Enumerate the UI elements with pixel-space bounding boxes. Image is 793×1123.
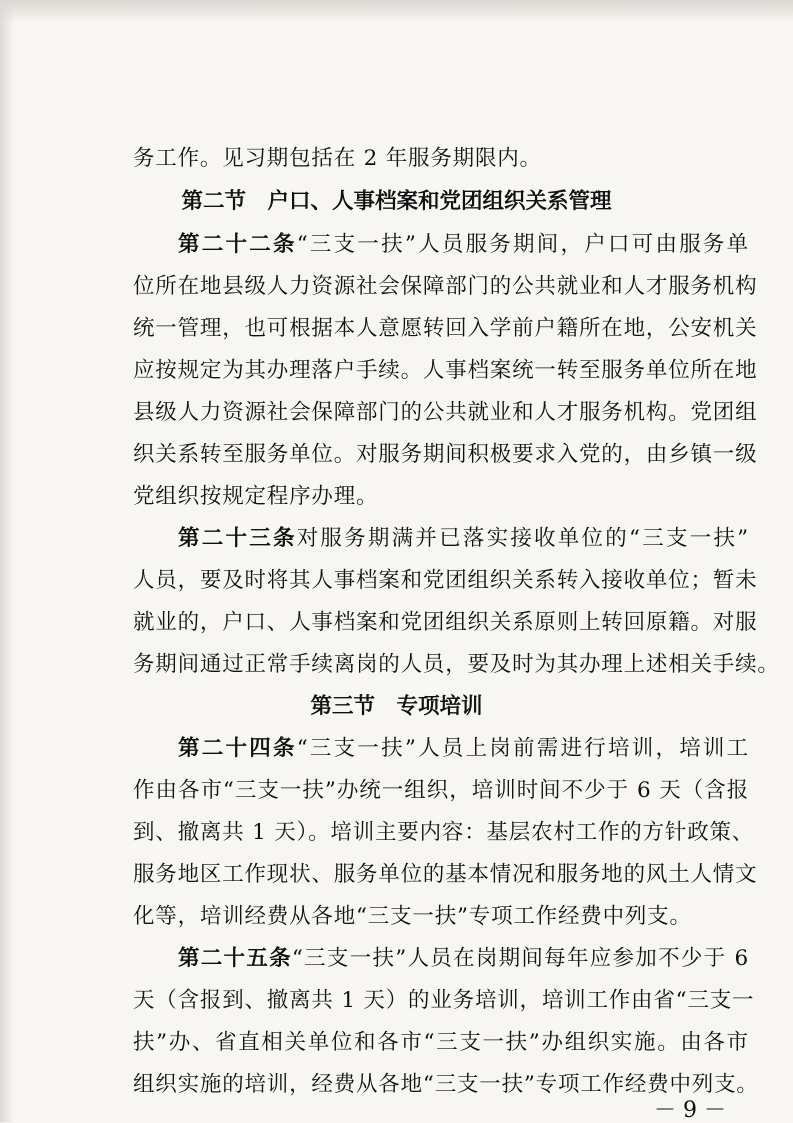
section-3-heading: 第三节 专项培训 bbox=[310, 694, 483, 719]
article-25-line: 组织实施的培训，经费从各地“三支一扶”专项工作经费中列支。 bbox=[133, 1072, 759, 1097]
article-22-line: 党组织按规定程序办理。 bbox=[133, 484, 379, 509]
article-24-text: “三支一扶”人员上岗前需进行培训，培训工 bbox=[296, 736, 749, 761]
article-22-line: 统一管理，也可根据本人意愿转回入学前户籍所在地，公安机关 bbox=[133, 316, 758, 341]
article-22-first-line bbox=[178, 234, 749, 256]
article-25-line: 扶”办、省直相关单位和各市“三支一扶”办组织实施。由各市 bbox=[133, 1030, 749, 1055]
article-25-text: “三支一扶”人员在岗期间每年应参加不少于 6 bbox=[291, 946, 749, 971]
article-23-line: 务期间通过正常手续离岗的人员，要及时为其办理上述相关手续。 bbox=[133, 652, 780, 677]
article-24-line: 作由各市“三支一扶”办统一组织，培训时间不少于 6 天（含报 bbox=[133, 778, 749, 803]
article-22-line: 织关系转至服务单位。对服务期间积极要求入党的，由乡镇一级 bbox=[133, 442, 758, 467]
article-23-line: 人员，要及时将其人事档案和党团组织关系转入接收单位；暂未 bbox=[133, 568, 758, 593]
article-25-label: 第二十五条 bbox=[178, 946, 292, 971]
article-24-line: 服务地区工作现状、服务单位的基本情况和服务地的风土人情文 bbox=[133, 862, 758, 887]
article-23-line: 就业的，户口、人事档案和党团组织关系原则上转回原籍。对服 bbox=[133, 610, 758, 635]
article-23-text: 对服务期满并已落实接收单位的“三支一扶” bbox=[296, 526, 749, 551]
article-24-label: 第二十四条 bbox=[178, 736, 297, 761]
article-22-line: 县级人力资源社会保障部门的公共就业和人才服务机构。党团组 bbox=[133, 400, 758, 425]
continuation-text: 务工作。见习期包括在 2 年服务期限内。 bbox=[133, 146, 542, 171]
article-23-label: 第二十三条 bbox=[178, 526, 297, 551]
article-22-line: 应按规定为其办理落户手续。人事档案统一转至服务单位所在地 bbox=[133, 358, 758, 383]
article-22-line: 位所在地县级人力资源社会保障部门的公共就业和人才服务机构 bbox=[133, 274, 758, 299]
article-22-label: 第二十二条 bbox=[178, 232, 297, 257]
article-25-first-line bbox=[178, 948, 749, 970]
section-2-heading: 第二节 户口、人事档案和党团组织关系管理 bbox=[181, 189, 612, 214]
article-25-line: 天（含报到、撤离共 1 天）的业务培训，培训工作由省“三支一 bbox=[133, 988, 755, 1013]
article-24-line: 化等，培训经费从各地“三支一扶”专项工作经费中列支。 bbox=[133, 904, 692, 929]
article-24-line: 到、撤离共 1 天）。培训主要内容：基层农村工作的方针政策、 bbox=[133, 820, 755, 845]
article-24-first-line bbox=[178, 738, 749, 760]
article-23-first-line bbox=[178, 528, 749, 550]
article-22-text: “三支一扶”人员服务期间，户口可由服务单 bbox=[296, 232, 749, 257]
page-number: － 9 － bbox=[654, 1098, 726, 1123]
